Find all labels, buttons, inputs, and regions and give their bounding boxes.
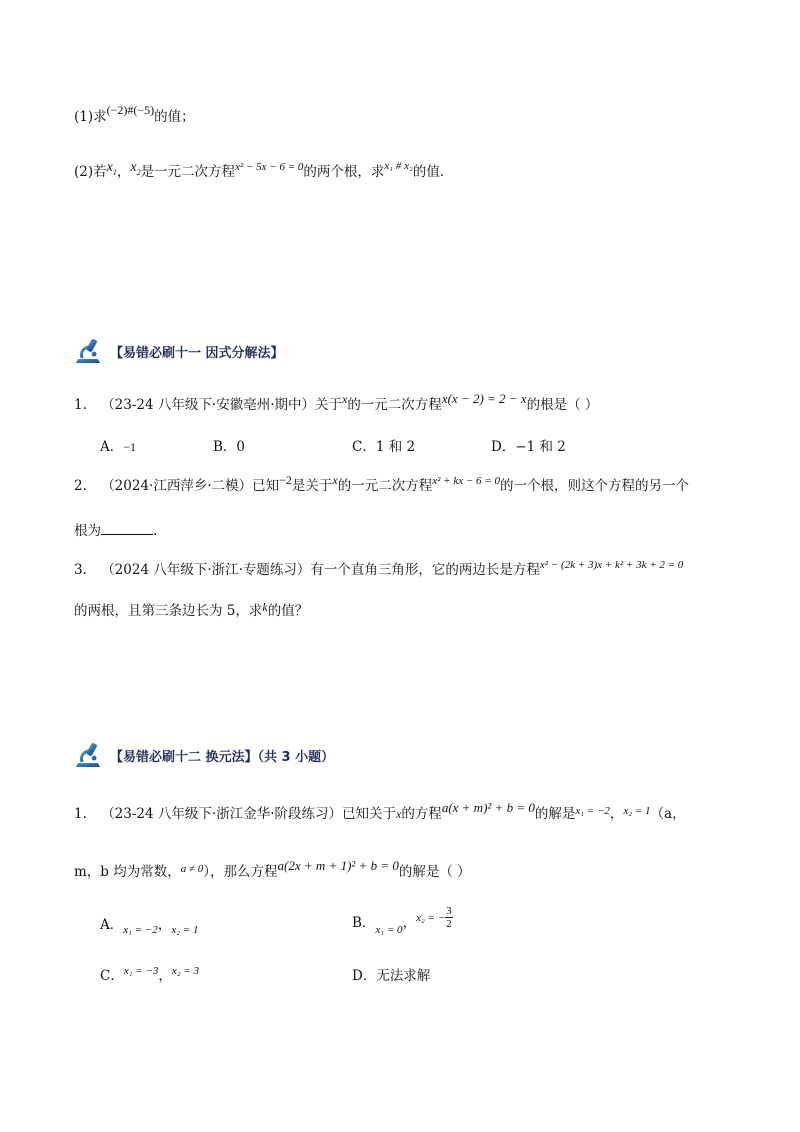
prev-q2-mid2: 的两个根，求	[303, 164, 385, 180]
s11-q3-line2-suffix: 的值？	[267, 603, 309, 619]
prev-q1-suffix: 的值；	[154, 109, 195, 125]
s11-q2-var: x	[332, 473, 338, 487]
s11-q3-line	[74, 558, 683, 578]
s11-q1-var: x	[341, 392, 348, 406]
prev-q2-x2: $x_2$	[130, 160, 141, 177]
prev-q2-expr: x₁ # x₂	[384, 160, 413, 172]
s11-q2-val: −2	[279, 473, 292, 487]
fraction-three-halves: $\frac{3}{2}$	[446, 905, 452, 930]
prev-q2-mid: 是一元二次方程	[140, 164, 236, 180]
s12-q1-cond: a ≠ 0	[180, 863, 204, 875]
microscope-icon	[74, 741, 104, 769]
s12-q1-line2-prefix: m，b 均为常数，	[74, 864, 181, 880]
prev-q2-sep: ，	[116, 164, 131, 180]
s11-q2-mid: 是关于	[291, 478, 333, 494]
s12-q1-eq2: a(2x + m + 1)² + b = 0	[277, 858, 399, 873]
prev-q1-math: (−2)#(−5)	[106, 103, 155, 117]
s11-q3-source: （2024 八年级下·浙江·专题练习）有一个直角三角形，它的两边长是方程	[101, 562, 540, 578]
section12-header	[74, 740, 334, 770]
s11-q2-line	[74, 474, 689, 494]
s12-q1-option-b: B．$_{x_1 = 0}$，x₂ = − $\frac{3}{2}$	[352, 905, 452, 936]
answer-blank[interactable]	[101, 522, 153, 535]
s11-q3-line2	[74, 599, 308, 619]
prev-q2-x1: $x_1$	[106, 160, 117, 177]
s12-q1-line2-mid: ），那么方程	[203, 864, 278, 880]
s12-q1-sol1: x₁ = −2	[575, 805, 610, 817]
s11-q3-line2-prefix: 的两根，且第三条边长为 5，求	[74, 603, 263, 619]
s11-q2-line2-suffix: .	[153, 523, 158, 539]
s11-q1-source: （23-24 八年级下·安徽亳州·期中）关于	[101, 397, 342, 413]
s12-q1-option-c: C．x₁ = −3，x₂ = 3	[100, 965, 200, 984]
s11-q2-num: 2.	[74, 478, 87, 494]
s11-q3-var: k	[262, 600, 268, 614]
prev-q1-prefix: (1)求	[74, 109, 107, 125]
s11-q1-eq: x(x − 2) = 2 − x	[441, 391, 527, 406]
s11-q1-option-c: C．1 和 2	[352, 439, 416, 455]
s12-q1-source: （23-24 八年级下·浙江金华·阶段练习）已知关于	[101, 806, 396, 822]
s11-q1-num: 1.	[74, 397, 87, 413]
s11-q1-option-b: B．0	[213, 439, 246, 455]
prev-q1-line	[74, 105, 195, 125]
section12-title: 【易错必刷十二 换元法】（共 3 小题）	[110, 749, 335, 765]
section11-header	[74, 336, 284, 366]
s11-q3-num: 3.	[74, 562, 87, 578]
s11-q1-mid: 的一元二次方程	[347, 397, 442, 413]
s12-q1-mid: 的方程	[401, 806, 442, 822]
s11-q2-suffix: 的一个根，则这个方程的另一个	[499, 478, 689, 494]
microscope-icon	[74, 337, 104, 365]
s11-q1-line	[74, 393, 598, 413]
s12-q1-tail: （a，	[650, 806, 686, 822]
s11-q3-eq: x² − (2k + 3)x + k² + 3k + 2 = 0	[539, 559, 684, 571]
s12-q1-eq: a(x + m)² + b = 0	[441, 800, 535, 815]
s12-q1-line2	[74, 860, 471, 880]
s12-q1-sep: ，	[609, 806, 624, 822]
s11-q1-suffix: 的根是（ ）	[526, 397, 599, 413]
s12-q1-line	[74, 802, 686, 822]
s12-q1-option-a: A．$_{x_1 = -2}$，$_{x_2 = 1}$	[100, 917, 199, 936]
s11-q2-line2-prefix: 根为	[74, 523, 101, 539]
s12-q1-option-d: D．无法求解	[352, 968, 431, 984]
prev-q2-prefix: (2)若	[74, 164, 107, 180]
s12-q1-line2-suffix: 的解是（ ）	[398, 864, 471, 880]
prev-q2-eq: x² − 5x − 6 = 0	[235, 161, 304, 173]
s11-q2-mid2: 的一元二次方程	[337, 478, 433, 494]
s11-q1-option-d: D．−1 和 2	[491, 439, 566, 455]
prev-q2-line	[74, 160, 444, 182]
s11-q1-option-a: A．−1	[100, 439, 137, 455]
s12-q1-mid2: 的解是	[534, 806, 576, 822]
s12-q1-sol2: x₂ = 1	[623, 805, 651, 817]
s11-q2-eq: x² + kx − 6 = 0	[432, 475, 500, 487]
s11-q2-line2	[74, 519, 157, 539]
prev-q2-suffix: 的值.	[412, 164, 445, 180]
s11-q2-source: （2024·江西萍乡·二模）已知	[101, 478, 280, 494]
section11-title: 【易错必刷十一 因式分解法】	[110, 345, 284, 361]
s12-q1-var: x	[395, 807, 402, 821]
s12-q1-num: 1.	[74, 806, 87, 822]
